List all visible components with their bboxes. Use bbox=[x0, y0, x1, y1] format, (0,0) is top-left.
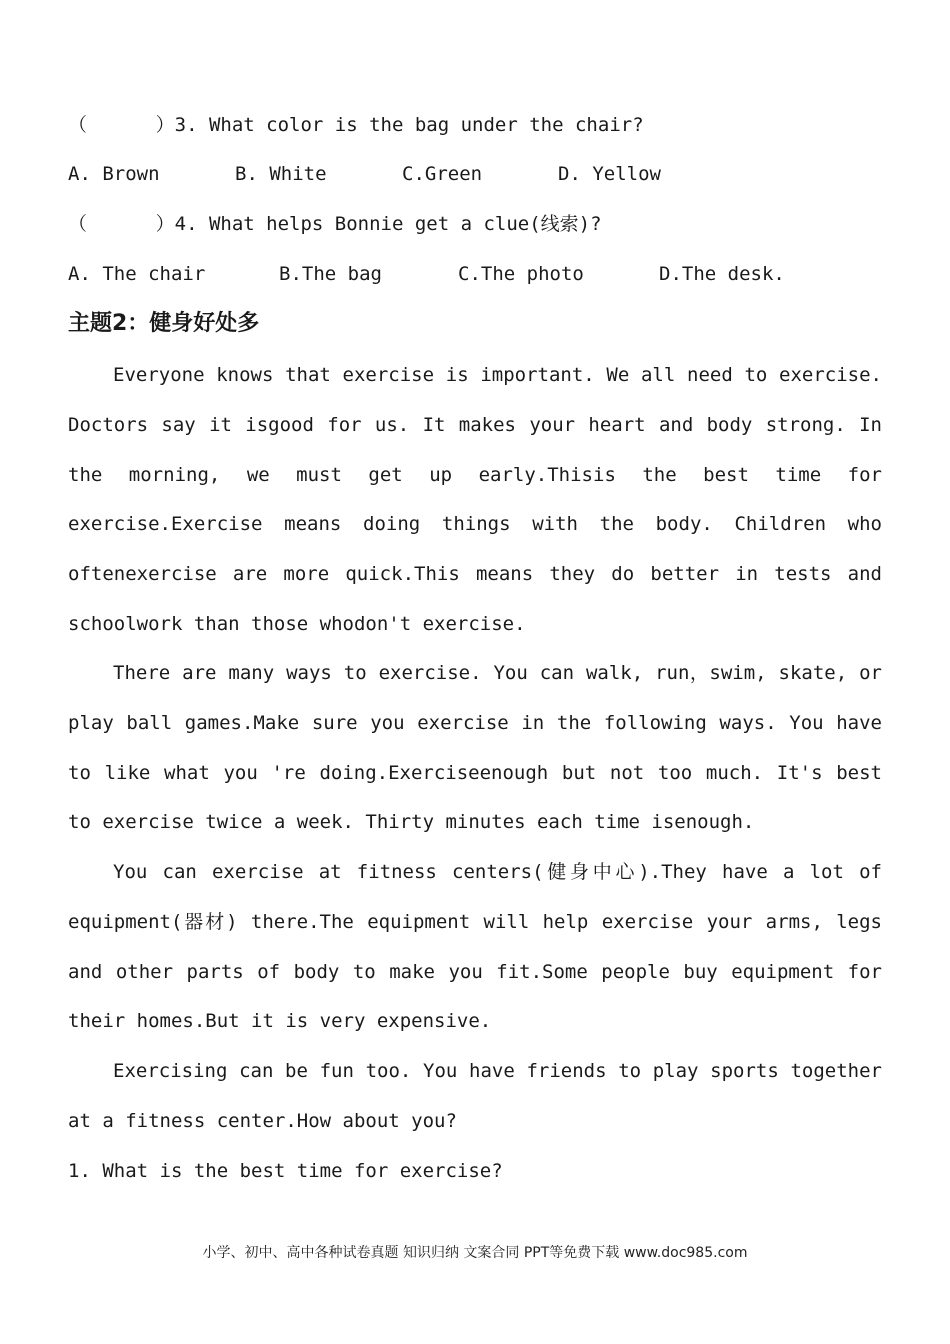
question-3-stem: （ ）3. What color is the bag under the chair? bbox=[68, 114, 644, 136]
option-d: D. Yellow bbox=[558, 163, 661, 185]
paragraph-1: Everyone knows that exercise is important. We all need to exercise. Doctors say it isgood for us. It makes your heart and body strong. In the morning, we must get up early.Thisis the best time for exercise.Exercise means doing things with the body. Children who oftenexercise are more quick.This means they do better in tests and schoolwork than those whodon't exercise. bbox=[68, 364, 882, 635]
option-a: A. The chair bbox=[68, 263, 206, 285]
option-c: C.Green bbox=[402, 163, 483, 185]
paragraph-3: You can exercise at fitness centers(健身中心).They have a lot of equipment(器材) there.The equipment will help exercise your arms, legs and other parts of body to make you fit.Some people buy equipment for their homes.But it is very expensive. bbox=[68, 861, 882, 1033]
page-footer: 小学、初中、高中各种试卷真题 知识归纳 文案合同 PPT等免费下载 www.doc985.com bbox=[202, 1245, 748, 1261]
option-d: D.The desk. bbox=[659, 263, 785, 285]
final-question: 1. What is the best time for exercise? bbox=[68, 1160, 503, 1182]
paragraph-2: There are many ways to exercise. You can walk, run，swim, skate, or play ball games.Make sure you exercise in the following ways. You have to like what you 're doing.Exerciseenough but not too much. It's best to exercise twice a week. Thirty minutes each time isenough. bbox=[68, 662, 882, 834]
option-b: B. White bbox=[235, 163, 327, 185]
paragraph-4: Exercising can be fun too. You have friends to play sports together at a fitness center.How about you? bbox=[68, 1060, 882, 1132]
option-b: B.The bag bbox=[279, 263, 382, 285]
question-4-stem: （ ）4. What helps Bonnie get a clue(线索)? bbox=[68, 213, 602, 235]
option-a: A. Brown bbox=[68, 163, 160, 185]
option-c: C.The photo bbox=[458, 263, 584, 285]
section-title: 主题2：健身好处多 bbox=[68, 311, 260, 336]
